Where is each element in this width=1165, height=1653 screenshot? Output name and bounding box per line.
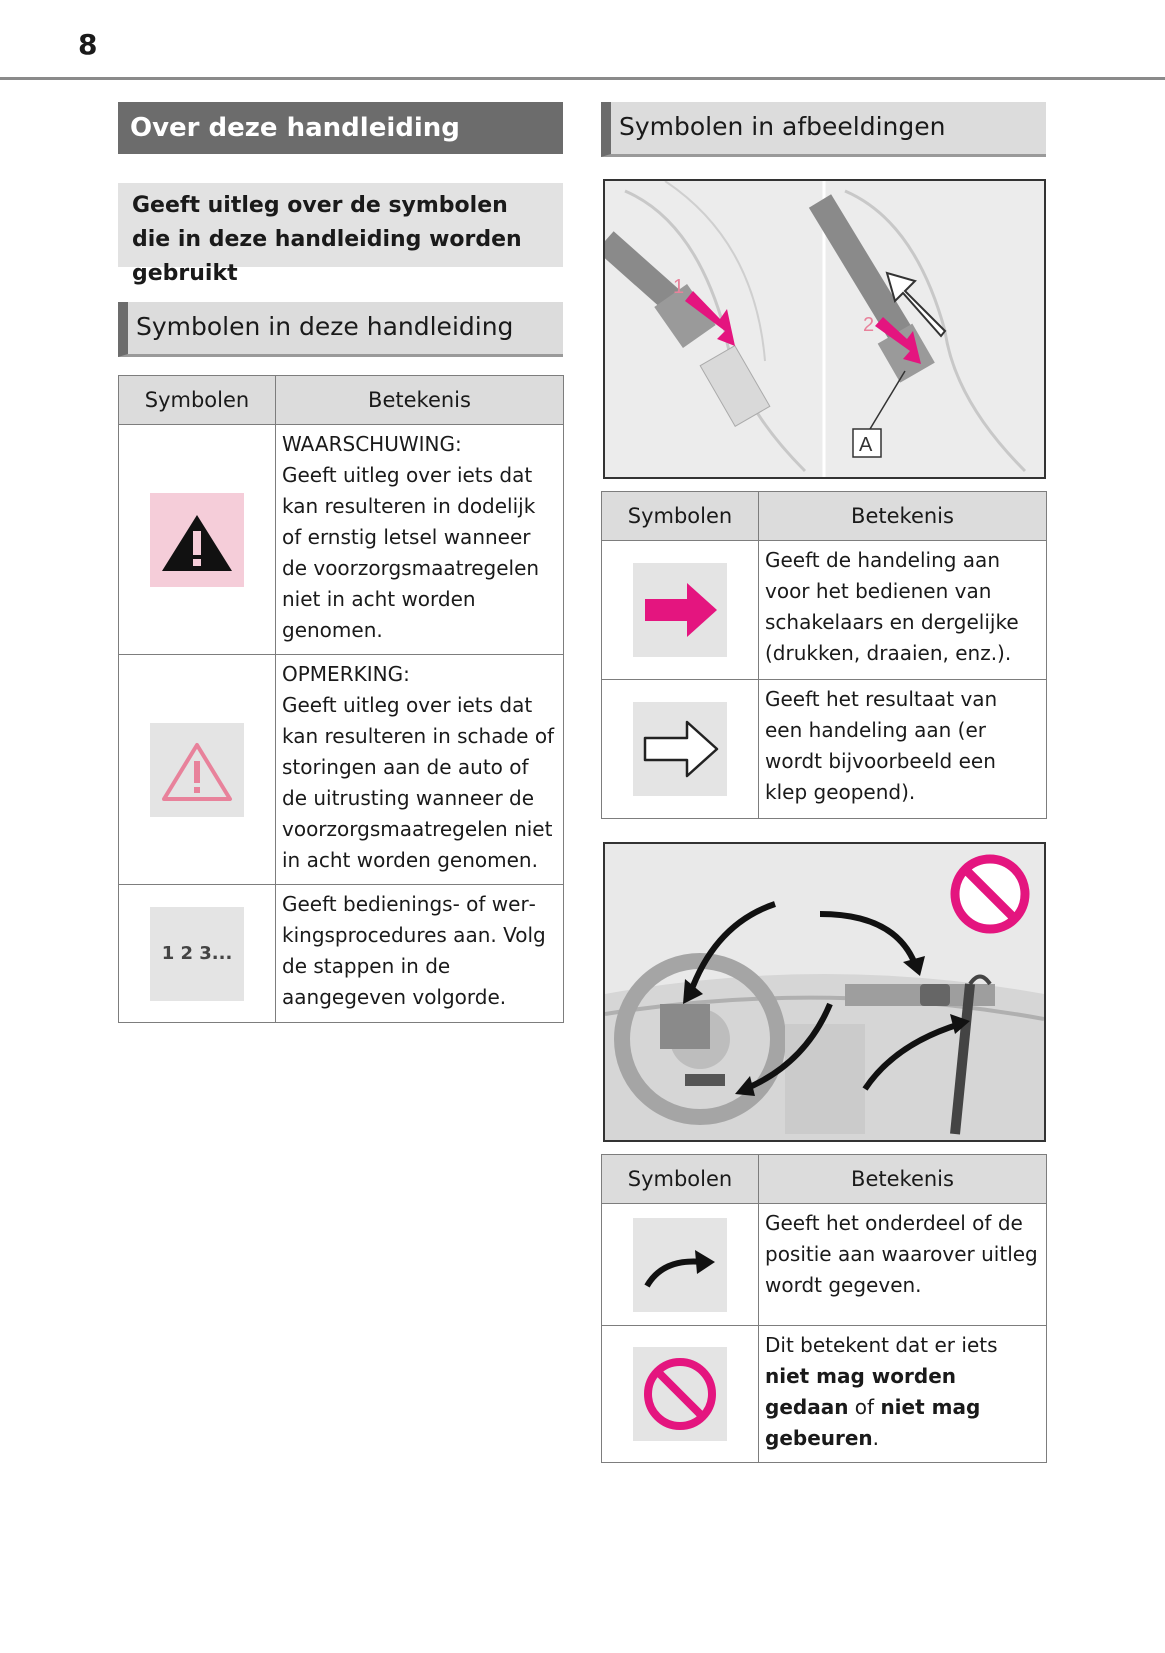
- figure-label-2: 2: [863, 314, 875, 336]
- subsection-title: Symbolen in deze handleiding: [118, 302, 563, 357]
- header-symbols: Symbolen: [602, 1155, 759, 1204]
- row-text: Geeft het onderdeel of de positie aan waarover uitleg wordt gegeven.: [765, 1211, 1038, 1297]
- outline-arrow-icon: [633, 702, 727, 796]
- table-header-row: [602, 492, 1047, 541]
- table-row: [602, 1326, 1047, 1463]
- warning-triangle-icon: [150, 493, 244, 587]
- intro-box: Geeft uitleg over de symbolen die in deze handleiding worden gebruikt: [118, 183, 563, 267]
- figure-label-a: A: [859, 434, 873, 456]
- row-text: Geeft bedienings- of werkingsprocedures aan. Volg de stappen in de aangegeven volgorde.: [282, 892, 546, 1009]
- seatbelt-illustration: [603, 179, 1046, 479]
- row-text: Geeft uitleg over iets dat kan resulteren in dodelijk of ernstig letsel wanneer de voorzorgsmaatregelen niet in acht worden genomen.: [282, 463, 540, 642]
- table-row: [602, 1204, 1047, 1326]
- table-row: [602, 541, 1047, 680]
- header-symbols: Symbolen: [119, 376, 276, 425]
- subsection-title-images: Symbolen in afbeeldingen: [601, 102, 1046, 157]
- row-text: Geeft de handeling aan voor het bedienen van schakelaars en dergelijke (drukken, draaien, enz.).: [765, 548, 1019, 665]
- page-number: 8: [78, 28, 98, 61]
- image-symbols-table-1: [601, 491, 1047, 819]
- step-numbers-icon: 1 2 3...: [150, 907, 244, 1001]
- header-meaning: Betekenis: [276, 376, 564, 425]
- header-meaning: Betekenis: [759, 492, 1047, 541]
- row-text: Geeft het resultaat van een handeling aan (er wordt bijvoorbeeld een klep geopend).: [765, 687, 998, 804]
- prohibited-icon: [633, 1347, 727, 1441]
- table-row: [602, 680, 1047, 819]
- row-text: Dit betekent dat er iets niet mag worden gedaan of niet mag gebeuren.: [765, 1333, 998, 1450]
- figure-label-1: 1: [673, 276, 685, 298]
- table-header-row: [119, 376, 564, 425]
- image-symbols-table-2: [601, 1154, 1047, 1463]
- header-symbols: Symbolen: [602, 492, 759, 541]
- header-rule: [0, 77, 1165, 80]
- dashboard-illustration: [603, 842, 1046, 1142]
- row-text: Geeft uitleg over iets dat kan resulteren in schade of storingen aan de auto of de uitrusting wanneer de voorzorgsmaatregelen niet in acht worden genomen.: [282, 693, 555, 872]
- section-title: Over deze handleiding: [118, 102, 563, 154]
- table-row: [119, 655, 564, 885]
- curved-arrow-icon: [633, 1218, 727, 1312]
- filled-arrow-icon: [633, 563, 727, 657]
- symbols-table: [118, 375, 564, 1023]
- table-header-row: [602, 1155, 1047, 1204]
- caution-triangle-icon: [150, 723, 244, 817]
- table-row: [119, 885, 564, 1023]
- row-title: WAARSCHUWING:: [282, 432, 462, 456]
- header-meaning: Betekenis: [759, 1155, 1047, 1204]
- table-row: [119, 425, 564, 655]
- row-title: OPMERKING:: [282, 662, 410, 686]
